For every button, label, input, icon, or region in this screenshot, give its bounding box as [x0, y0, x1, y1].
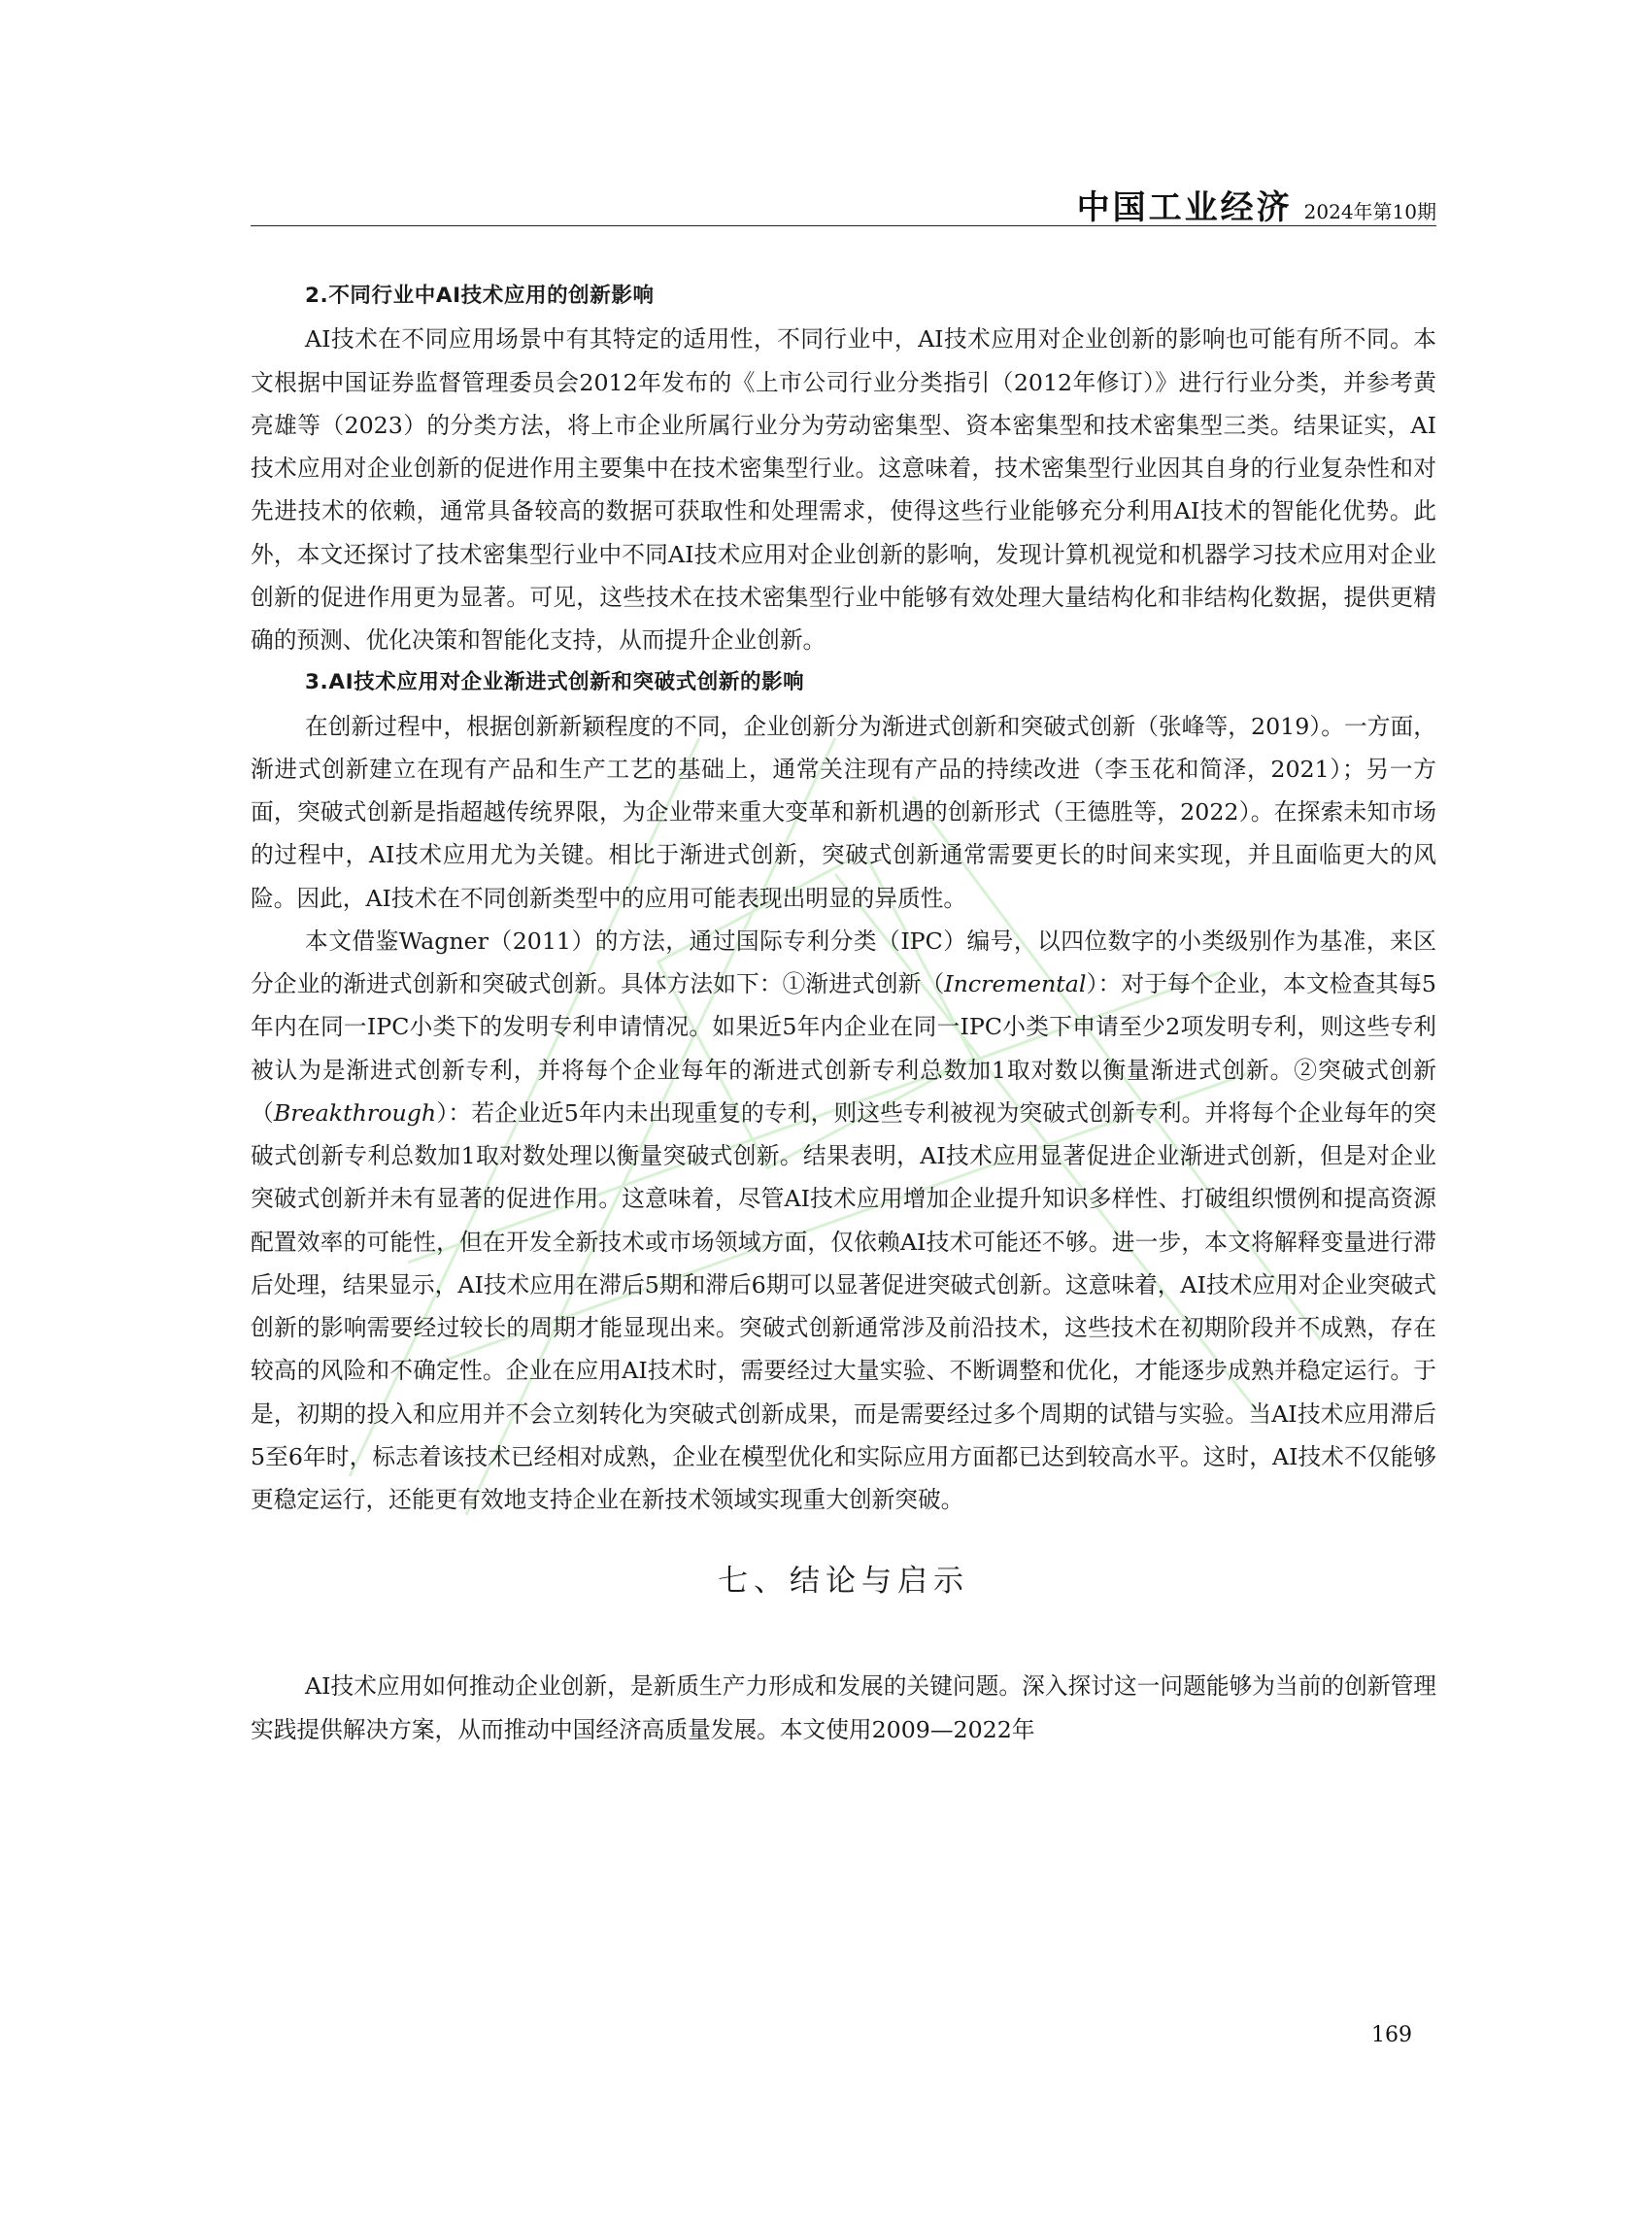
header-rule — [251, 225, 1436, 226]
method-text-b: ）：对于每个企业，本文检查其每5年内在同一IPC小类下的发明专利申请情况。如果近5年内企业在同一IPC小类下申请至少2项发明专利，则这些专利被认为是渐进式创新专利，并将每个企业每年的渐进式创新专利总数加1取对数以衡量渐进式创新。②突破式创新（ — [251, 970, 1436, 1127]
article-body — [251, 275, 1436, 1751]
term-breakthrough: Breakthrough — [273, 1098, 437, 1127]
paragraph-industry-effects: AI技术在不同应用场景中有其特定的适用性，不同行业中，AI技术应用对企业创新的影响也可能有所不同。本文根据中国证券监督管理委员会2012年发布的《上市公司行业分类指引（2012年修订）》进行行业分类，并参考黄亮雄等（2023）的分类方法，将上市企业所属行业分为劳动密集型、资本密集型和技术密集型三类。结果证实，AI技术应用对企业创新的促进作用主要集中在技术密集型行业。这意味着，技术密集型行业因其自身的行业复杂性和对先进技术的依赖，通常具备较高的数据可获取性和处理需求，使得这些行业能够充分利用AI技术的智能化优势。此外，本文还探讨了技术密集型行业中不同AI技术应用对企业创新的影响，发现计算机视觉和机器学习技术应用对企业创新的促进作用更为显著。可见，这些技术在技术密集型行业中能够有效处理大量结构化和非结构化数据，提供更精确的预测、优化决策和智能化支持，从而提升企业创新。 — [251, 325, 1436, 654]
page-number: 169 — [1371, 2023, 1412, 2047]
running-header — [251, 181, 1436, 228]
subsection-heading-2: 2.不同行业中AI技术应用的创新影响 — [305, 284, 655, 308]
paragraph-method — [251, 920, 1436, 1522]
paragraph-innovation-types: 在创新过程中，根据创新新颖程度的不同，企业创新分为渐进式创新和突破式创新（张峰等，2019）。一方面，渐进式创新建立在现有产品和生产工艺的基础上，通常关注现有产品的持续改进（李玉花和简泽，2021）；另一方面，突破式创新是指超越传统界限，为企业带来重大变革和新机遇的创新形式（王德胜等，2022）。在探索未知市场的过程中，AI技术应用尤为关键。相比于渐进式创新，突破式创新通常需要更长的时间来实现，并且面临更大的风险。因此，AI技术在不同创新类型中的应用可能表现出明显的异质性。 — [251, 712, 1436, 912]
journal-name: 中国工业经济 — [1076, 188, 1293, 227]
method-text-a: 本文借鉴Wagner（2011）的方法，通过国际专利分类（IPC）编号，以四位数字的小类级别作为基准，来区分企业的渐进式创新和突破式创新。具体方法如下：①渐进式创新（ — [251, 927, 1436, 997]
issue-label: 2024年第10期 — [1303, 200, 1436, 223]
section-title-conclusion: 七、结论与启示 — [718, 1564, 969, 1600]
subsection-heading-3: 3.AI技术应用对企业渐进式创新和突破式创新的影响 — [305, 670, 805, 695]
term-incremental: Incremental — [944, 970, 1087, 997]
paragraph-conclusion: AI技术应用如何推动企业创新，是新质生产力形成和发展的关键问题。深入探讨这一问题能够为当前的创新管理实践提供解决方案，从而推动中国经济高质量发展。本文使用2009—2022年 — [251, 1672, 1436, 1743]
method-text-c: ）：若企业近5年内未出现重复的专利，则这些专利被视为突破式创新专利。并将每个企业每年的突破式创新专利总数加1取对数处理以衡量突破式创新。结果表明，AI技术应用显著促进企业渐进式创新，但是对企业突破式创新并未有显著的促进作用。这意味着，尽管AI技术应用增加企业提升知识多样性、打破组织惯例和提高资源配置效率的可能性，但在开发全新技术或市场领域方面，仅依赖AI技术可能还不够。进一步，本文将解释变量进行滞后处理，结果显示，AI技术应用在滞后5期和滞后6期可以显著促进突破式创新。这意味着，AI技术应用对企业突破式创新的影响需要经过较长的周期才能显现出来。突破式创新通常涉及前沿技术，这些技术在初期阶段并不成熟，存在较高的风险和不确定性。企业在应用AI技术时，需要经过大量实验、不断调整和优化，才能逐步成熟并稳定运行。于是，初期的投入和应用并不会立刻转化为突破式创新成果，而是需要经过多个周期的试错与实验。当AI技术应用滞后5至6年时，标志着该技术已经相对成熟，企业在模型优化和实际应用方面都已达到较高水平。这时，AI技术不仅能够更稳定运行，还能更有效地支持企业在新技术领域实现重大创新突破。 — [251, 1098, 1436, 1513]
